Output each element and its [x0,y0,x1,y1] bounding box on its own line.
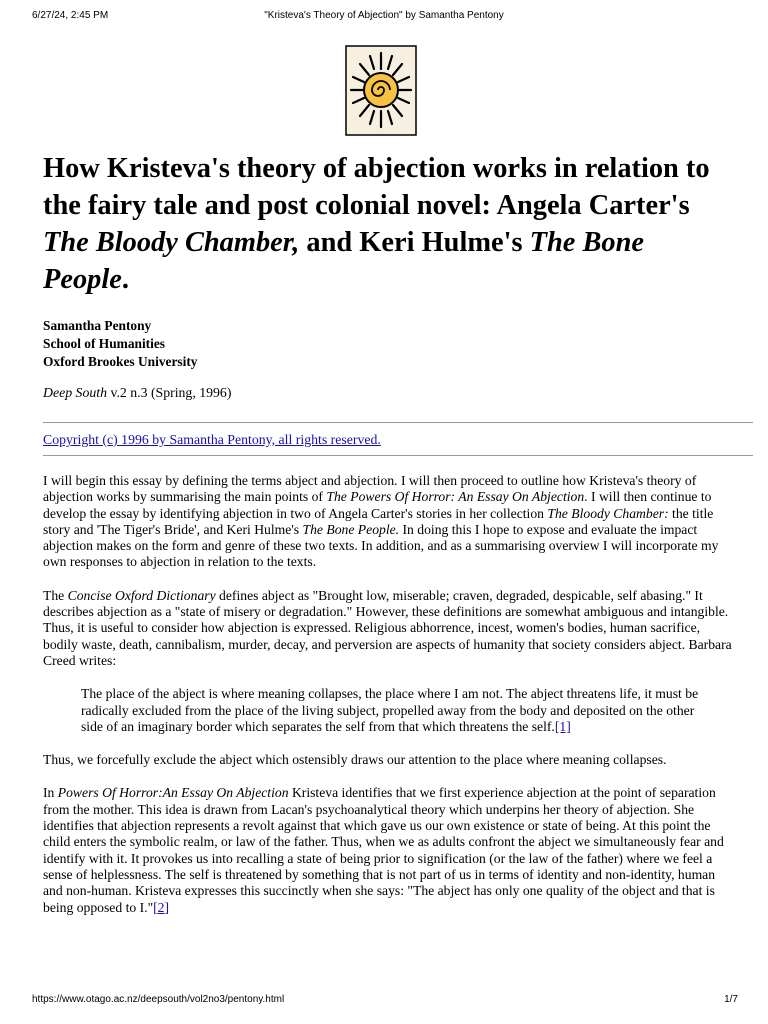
print-date: 6/27/24, 2:45 PM [32,10,109,21]
copyright-link[interactable]: Copyright (c) 1996 by Samantha Pentony, all rights reserved. [43,432,381,447]
sun-icon [345,45,417,136]
author-school: School of Humanities [43,336,166,351]
print-url: https://www.otago.ac.nz/deepsouth/vol2no3/pentony.html [32,994,285,1005]
article-title: How Kristeva's theory of abjection works in relation to the fairy tale and post colonial novel: Angela Carter's The Bloody Chamber, and Keri Hulme's The Bone People. [43,153,710,295]
paragraph-exclusion: Thus, we forcefully exclude the abject which ostensibly draws our attention to the place where meaning collapses. [43,752,667,768]
paragraph-kristeva: In Powers Of Horror:An Essay On Abjection Kristeva identifies that we first experience abjection at the point of separation from the mother. This idea is drawn from Lacan's psychoanalytical theory which underpins her theory of abjection. She identifies that abjection represents a revolt against that which gave us our own existence or state of being. At this point the child enters the symbolic realm, or law of the father. Thus, when we as adults confront the abject we simultaneously fear and identify with it. It provokes us into recalling a state of being prior to signification (or the law of the father) where we feel a sense of helplessness. The self is threatened by something that is not part of us in terms of identity and non-identity, human and non-human. Kristeva expresses this succinctly when she says: "The abject has only one quality of the object and that is being opposed to I."[2] [43,785,724,915]
footnote-link-2[interactable]: [2] [153,899,170,915]
print-header [0,10,768,26]
page-number: 1/7 [724,994,738,1005]
block-quote: The place of the abject is where meaning collapses, the place where I am not. The abject threatens life, it must be radically excluded from the place of the living subject, propelled away from the body and deposited on the other side of an imaginary border which separates the self from that which threatens the self.[1] [81,686,699,734]
author-name: Samantha Pentony [43,318,152,333]
article-header [43,150,728,402]
footnote-link-1[interactable]: [1] [554,718,571,734]
print-footer [0,994,768,1010]
author-university: Oxford Brookes University [43,354,198,369]
divider-bottom [43,455,753,456]
print-title: "Kristeva's Theory of Abjection" by Samantha Pentony [264,10,504,21]
author-block [43,317,728,371]
journal-citation: Deep South v.2 n.3 (Spring, 1996) [43,385,232,400]
paragraph-definition: The Concise Oxford Dictionary defines abject as "Brought low, miserable; craven, degraded, despicable, self abasing." It describes abjection as a "state of misery or degradation." However, these definitions are somewhat ambiguous and intangible. Thus, it is useful to consider how abjection is expressed. Religious abhorrence, incest, women's bodies, human sacrifice, bodily waste, death, cannibalism, murder, decay, and perversion are aspects of humanity that society considers abject. Barbara Creed writes: [43,587,732,668]
divider-top [43,422,753,423]
article-body [43,473,733,933]
paragraph-intro: I will begin this essay by defining the terms abject and abjection. I will then proceed to outline how Kristeva's theory of abjection works by summarising the main points of The Powers Of Horror: An Essay On Abjection. I will then continue to develop the essay by identifying abjection in two of Angela Carter's stories in her collection The Bloody Chamber: the title story and 'The Tiger's Bride', and Keri Hulme's The Bone People. In doing this I hope to expose and evaluate the impact abjection makes on the form and genre of these two texts. In addition, and as a summarising overview I will incorporate my own responses to abjection in relation to the texts. [43,473,719,570]
